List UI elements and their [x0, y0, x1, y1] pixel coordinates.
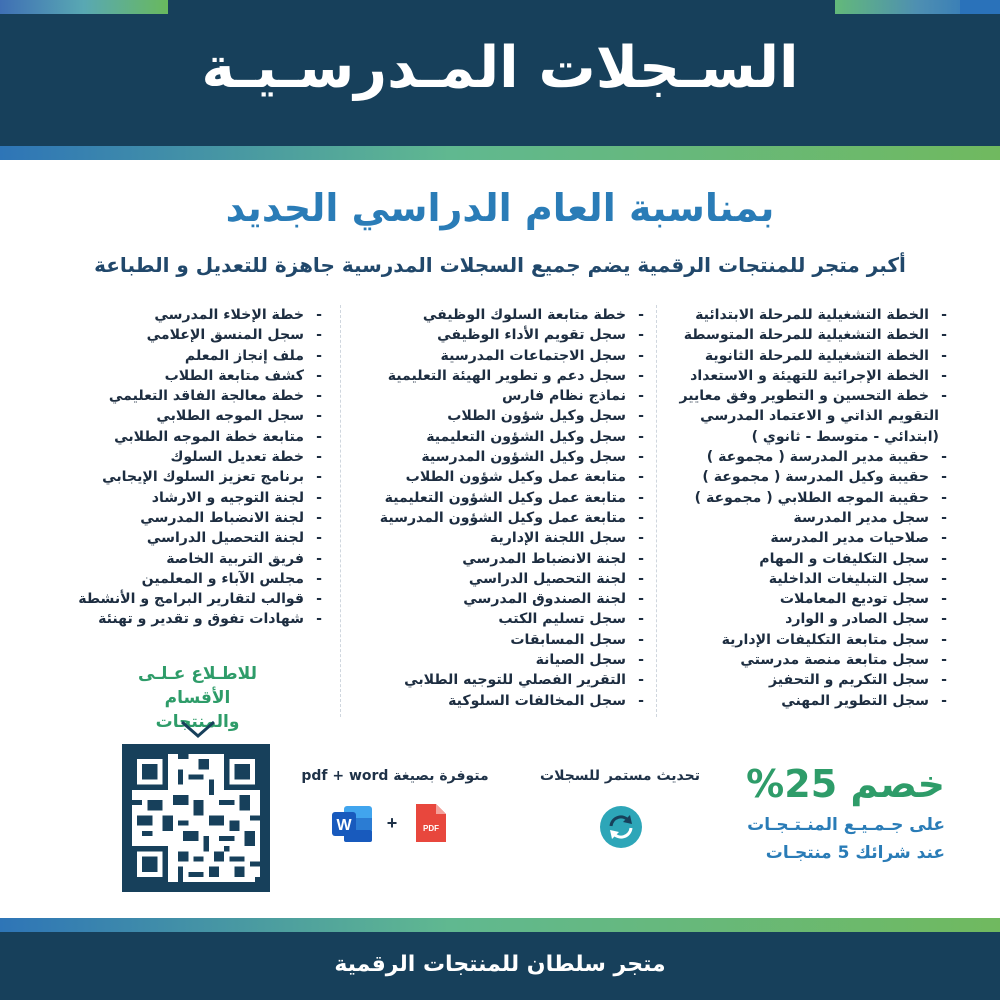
pdf-icon-label: PDF: [423, 824, 439, 833]
list-item: - متابعة عمل وكيل شؤون الطلاب: [344, 467, 644, 487]
list-item: - سجل التبليغات الداخلية: [647, 569, 947, 589]
word-icon: [332, 806, 372, 842]
list-item: - سجل وكيل الشؤون التعليمية: [344, 427, 644, 447]
list-item: - قوالب لتقارير البرامج و الأنشطة: [22, 589, 322, 609]
list-item: - لجنة التوجيه و الارشاد: [22, 488, 322, 508]
column-divider: [656, 305, 657, 717]
list-item-continuation: (ابتدائي - متوسط - ثانوي ): [751, 428, 939, 445]
list-item: - متابعة عمل وكيل الشؤون التعليمية: [344, 488, 644, 508]
list-item: - سجل الصادر و الوارد: [647, 609, 947, 629]
file-format-icons: [330, 800, 455, 846]
discount-line-2: عند شرائك 5 منتجـات: [765, 843, 945, 863]
list-item: - لجنة التحصيل الدراسي: [344, 569, 644, 589]
list-item: - الخطة التشغيلية للمرحلة المتوسطة: [647, 325, 947, 345]
list-item: - سجل الموجه الطلابي: [22, 406, 322, 426]
list-item: - سجل دعم و تطوير الهيئة التعليمية: [344, 366, 644, 386]
list-item: - سجل المنسق الإعلامي: [22, 325, 322, 345]
list-item: - سجل متابعة منصة مدرستي: [647, 650, 947, 670]
list-item: - شهادات تفوق و تقدير و تهنئة: [22, 609, 322, 629]
list-item: - خطة الإخلاء المدرسي: [22, 305, 322, 325]
list-item: - خطة متابعة السلوك الوظيفي: [344, 305, 644, 325]
list-item: - سجل مدير المدرسة: [647, 508, 947, 528]
records-list-1: [647, 305, 947, 711]
store-name: متجر سلطان للمنتجات الرقمية: [334, 952, 666, 977]
list-item: - لجنة التحصيل الدراسي: [22, 528, 322, 548]
list-item: - التقرير الفصلي للتوجيه الطلابي: [344, 670, 644, 690]
list-item: - لجنة الصندوق المدرسي: [344, 589, 644, 609]
list-item: - حقيبة وكيل المدرسة ( مجموعة ): [647, 467, 947, 487]
discount-title: خصم 25%: [746, 762, 945, 806]
list-item: - متابعة خطة الموجه الطلابي: [22, 427, 322, 447]
list-item: - سجل وكيل الشؤون المدرسية: [344, 447, 644, 467]
qr-caption-line-1: للاطـلاع عـلـى: [138, 664, 257, 684]
list-item: - سجل التطوير المهني: [647, 691, 947, 711]
list-item: - سجل توديع المعاملات: [647, 589, 947, 609]
list-item: - سجل المخالفات السلوكية: [344, 691, 644, 711]
records-list-2: [344, 305, 644, 711]
list-item: - فريق التربية الخاصة: [22, 549, 322, 569]
list-item: - سجل المسابقات: [344, 630, 644, 650]
pdf-icon: [416, 804, 446, 842]
list-item: - حقيبة مدير المدرسة ( مجموعة ): [647, 447, 947, 467]
arrow-down-icon: [180, 719, 216, 739]
word-icon-letter: W: [336, 817, 352, 834]
list-item: - الخطة التشغيلية للمرحلة الثانوية: [647, 346, 947, 366]
formats-caption: متوفرة بصيغة pdf + word: [301, 768, 489, 784]
records-list-3: [22, 305, 322, 630]
list-item: - سجل تقويم الأداء الوظيفي: [344, 325, 644, 345]
qr-code[interactable]: [122, 744, 270, 892]
plus-sign: +: [386, 813, 398, 833]
list-item: - سجل التكريم و التحفيز: [647, 670, 947, 690]
list-item: - الخطة التشغيلية للمرحلة الابتدائية: [647, 305, 947, 325]
list-item: - سجل الاجتماعات المدرسية: [344, 346, 644, 366]
list-item: - خطة معالجة الفاقد التعليمي: [22, 386, 322, 406]
sync-icon: [599, 805, 643, 849]
list-item: - برنامج تعزيز السلوك الإيجابي: [22, 467, 322, 487]
update-caption: تحديث مستمر للسجلات: [540, 768, 700, 784]
list-item: - سجل تسليم الكتب: [344, 609, 644, 629]
list-item: - سجل التكليفات و المهام: [647, 549, 947, 569]
list-item: - مجلس الآباء و المعلمين: [22, 569, 322, 589]
list-item: - ملف إنجاز المعلم: [22, 346, 322, 366]
list-item: - لجنة الانضباط المدرسي: [344, 549, 644, 569]
header-gradient-stripe: [0, 146, 1000, 160]
list-item: - لجنة الانضباط المدرسي: [22, 508, 322, 528]
list-item: - نماذج نظام فارس: [344, 386, 644, 406]
tagline: أكبر متجر للمنتجات الرقمية يضم جميع السجلات المدرسية جاهزة للتعديل و الطباعة: [94, 253, 906, 277]
list-item: - سجل وكيل شؤون الطلاب: [344, 406, 644, 426]
accent-bar-right: [835, 0, 1000, 14]
qr-caption-line-2: الأقسام والمنتجات: [155, 688, 240, 732]
list-item: - سجل الصيانة: [344, 650, 644, 670]
list-item: - سجل اللجنة الإدارية: [344, 528, 644, 548]
subtitle: بمناسبة العام الدراسي الجديد: [225, 186, 775, 230]
list-item: - صلاحيات مدير المدرسة: [647, 528, 947, 548]
list-item: - متابعة عمل وكيل الشؤون المدرسية: [344, 508, 644, 528]
list-item: - سجل متابعة التكليفات الإدارية: [647, 630, 947, 650]
footer-gradient-stripe: [0, 918, 1000, 932]
list-item: - خطة التحسين و التطوير وفق معايير: [647, 386, 947, 406]
list-item: - الخطة الإجرائية للتهيئة و الاستعداد: [647, 366, 947, 386]
accent-bar-left: [0, 0, 168, 14]
discount-line-1: على جـمـيـع المنـتـجـات: [747, 815, 945, 835]
list-item: - كشف متابعة الطلاب: [22, 366, 322, 386]
list-item: - حقيبة الموجه الطلابي ( مجموعة ): [647, 488, 947, 508]
list-item-continuation: التقويم الذاتي و الاعتماد المدرسي: [700, 408, 939, 425]
qr-code-icon: [132, 754, 260, 882]
page-title: السـجلات المـدرسـيـة: [201, 35, 799, 101]
list-item: - خطة تعديل السلوك: [22, 447, 322, 467]
column-divider: [340, 305, 341, 717]
